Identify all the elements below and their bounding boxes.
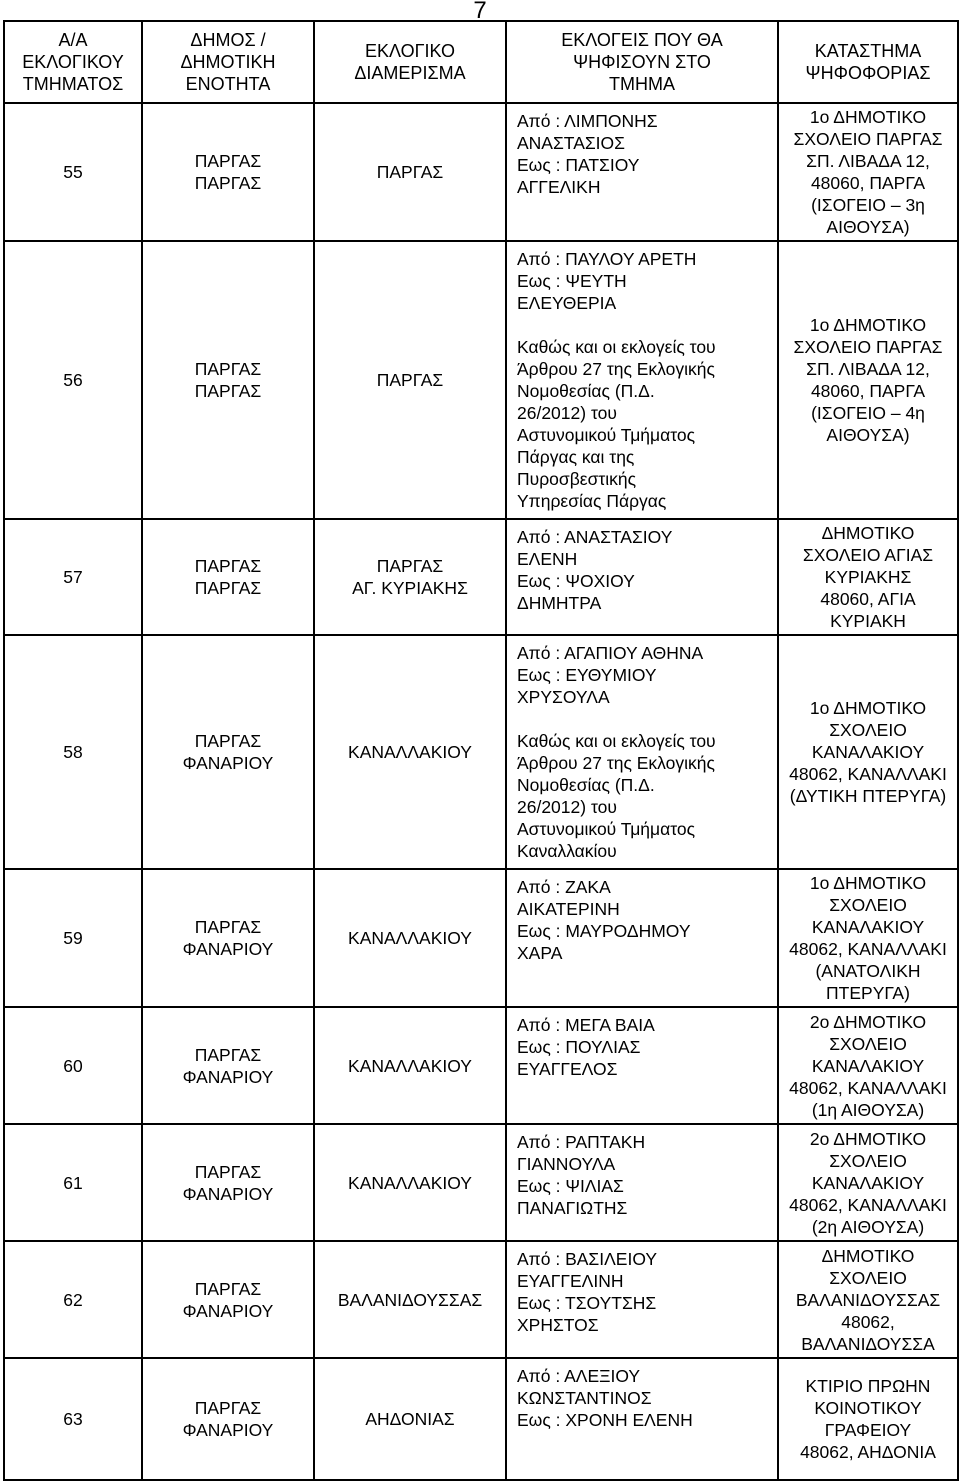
table-row xyxy=(4,1007,958,1124)
table-row xyxy=(4,1241,958,1358)
electoral-district-cell: ΠΑΡΓΑΣ xyxy=(314,241,506,519)
polling-station-cell: 1ο ΔΗΜΟΤΙΚΟ ΣΧΟΛΕΙΟ ΠΑΡΓΑΣ ΣΠ. ΛΙΒΑΔΑ 12, 48060, ΠΑΡΓΑ (ΙΣΟΓΕΙΟ – 4η ΑΙΘΟΥΣΑ) xyxy=(778,241,958,519)
municipality-cell: ΠΑΡΓΑΣ ΦΑΝΑΡΙΟΥ xyxy=(142,1124,314,1241)
polling-station-cell: ΔΗΜΟΤΙΚΟ ΣΧΟΛΕΙΟ ΒΑΛΑΝΙΔΟΥΣΣΑΣ 48062, ΒΑΛΑΝΙΔΟΥΣΣΑ xyxy=(778,1241,958,1358)
voters-cell xyxy=(506,869,778,1007)
section-number-cell: 57 xyxy=(4,519,142,635)
section-number-cell: 62 xyxy=(4,1241,142,1358)
polling-station-cell: 1ο ΔΗΜΟΤΙΚΟ ΣΧΟΛΕΙΟ ΚΑΝΑΛΑΚΙΟΥ 48062, ΚΑΝΑΛΛΑΚΙ (ΔΥΤΙΚΗ ΠΤΕΡΥΓΑ) xyxy=(778,635,958,869)
voters-range-text: Καθώς και οι εκλογείς του Άρθρου 27 της Εκλογικής Νομοθεσίας (Π.Δ. 26/2012) του Αστυνομικού Τμήματος Καναλλακίου xyxy=(517,731,716,861)
polling-station-cell: ΚΤΙΡΙΟ ΠΡΩΗΝ ΚΟΙΝΟΤΙΚΟΥ ΓΡΑΦΕΙΟΥ 48062, ΑΗΔΟΝΙΑ xyxy=(778,1358,958,1480)
header-municipality: ΔΗΜΟΣ / ΔΗΜΟΤΙΚΗ ΕΝΟΤΗΤΑ xyxy=(142,21,314,103)
polling-station-cell: 1ο ΔΗΜΟΤΙΚΟ ΣΧΟΛΕΙΟ ΠΑΡΓΑΣ ΣΠ. ΛΙΒΑΔΑ 12, 48060, ΠΑΡΓΑ (ΙΣΟΓΕΙΟ – 3η ΑΙΘΟΥΣΑ) xyxy=(778,103,958,241)
header-polling-station: ΚΑΤΑΣΤΗΜΑ ΨΗΦΟΦΟΡΙΑΣ xyxy=(778,21,958,103)
table-row xyxy=(4,869,958,1007)
table-row xyxy=(4,519,958,635)
electoral-district-cell: ΑΗΔΟΝΙΑΣ xyxy=(314,1358,506,1480)
municipality-cell: ΠΑΡΓΑΣ ΦΑΝΑΡΙΟΥ xyxy=(142,635,314,869)
voters-range-text: Από : ΑΛΕΞΙΟΥ ΚΩΝΣΤΑΝΤΙΝΟΣ Εως : ΧΡΟΝΗ ΕΛΕΝΗ xyxy=(517,1366,693,1430)
voters-range-text: Από : ΜΕΓΑ ΒΑΙΑ Εως : ΠΟΥΛΙΑΣ ΕΥΑΓΓΕΛΟΣ xyxy=(517,1015,655,1079)
voters-range-text: Από : ΑΝΑΣΤΑΣΙΟΥ ΕΛΕΝΗ Εως : ΨΟΧΙΟΥ ΔΗΜΗΤΡΑ xyxy=(517,527,673,613)
polling-station-cell: ΔΗΜΟΤΙΚΟ ΣΧΟΛΕΙΟ ΑΓΙΑΣ ΚΥΡΙΑΚΗΣ 48060, ΑΓΙΑ ΚΥΡΙΑΚΗ xyxy=(778,519,958,635)
polling-station-cell: 2ο ΔΗΜΟΤΙΚΟ ΣΧΟΛΕΙΟ ΚΑΝΑΛΑΚΙΟΥ 48062, ΚΑΝΑΛΛΑΚΙ (1η ΑΙΘΟΥΣΑ) xyxy=(778,1007,958,1124)
electoral-district-cell: ΒΑΛΑΝΙΔΟΥΣΣΑΣ xyxy=(314,1241,506,1358)
header-voters: ΕΚΛΟΓΕΙΣ ΠΟΥ ΘΑ ΨΗΦΙΣΟΥΝ ΣΤΟ ΤΜΗΜΑ xyxy=(506,21,778,103)
municipality-cell: ΠΑΡΓΑΣ ΠΑΡΓΑΣ xyxy=(142,103,314,241)
municipality-cell: ΠΑΡΓΑΣ ΦΑΝΑΡΙΟΥ xyxy=(142,1007,314,1124)
page-number: 7 xyxy=(473,0,487,24)
voters-cell xyxy=(506,241,778,519)
header-row xyxy=(4,21,958,103)
voters-cell xyxy=(506,1007,778,1124)
municipality-cell: ΠΑΡΓΑΣ ΦΑΝΑΡΙΟΥ xyxy=(142,1241,314,1358)
voters-range-text: Από : ΖΑΚΑ ΑΙΚΑΤΕΡΙΝΗ Εως : ΜΑΥΡΟΔΗΜΟΥ ΧΑΡΑ xyxy=(517,877,691,963)
section-number-cell: 63 xyxy=(4,1358,142,1480)
voters-range-text: Καθώς και οι εκλογείς του Άρθρου 27 της Εκλογικής Νομοθεσίας (Π.Δ. 26/2012) του Αστυνομικού Τμήματος Πάργας και της Πυροσβεστικής Υπηρεσίας Πάργας xyxy=(517,337,716,511)
voters-cell xyxy=(506,635,778,869)
section-number-cell: 56 xyxy=(4,241,142,519)
polling-station-cell: 2ο ΔΗΜΟΤΙΚΟ ΣΧΟΛΕΙΟ ΚΑΝΑΛΑΚΙΟΥ 48062, ΚΑΝΑΛΛΑΚΙ (2η ΑΙΘΟΥΣΑ) xyxy=(778,1124,958,1241)
electoral-district-cell: ΠΑΡΓΑΣ ΑΓ. ΚΥΡΙΑΚΗΣ xyxy=(314,519,506,635)
voters-range-text: Από : ΡΑΠΤΑΚΗ ΓΙΑΝΝΟΥΛΑ Εως : ΨΙΛΙΑΣ ΠΑΝΑΓΙΩΤΗΣ xyxy=(517,1132,646,1218)
voters-range-text: Από : ΛΙΜΠΟΝΗΣ ΑΝΑΣΤΑΣΙΟΣ Εως : ΠΑΤΣΙΟΥ ΑΓΓΕΛΙΚΗ xyxy=(517,111,658,197)
table-row xyxy=(4,241,958,519)
table-row xyxy=(4,635,958,869)
section-number-cell: 58 xyxy=(4,635,142,869)
voters-range-text: Από : ΒΑΣΙΛΕΙΟΥ ΕΥΑΓΓΕΛΙΝΗ Εως : ΤΣΟΥΤΣΗΣ ΧΡΗΣΤΟΣ xyxy=(517,1249,658,1335)
voters-cell xyxy=(506,1241,778,1358)
polling-stations-table xyxy=(3,20,959,1481)
header-electoral-district: ΕΚΛΟΓΙΚΟ ΔΙΑΜΕΡΙΣΜΑ xyxy=(314,21,506,103)
voters-cell xyxy=(506,103,778,241)
voters-range-text: Από : ΠΑΥΛΟΥ ΑΡΕΤΗ Εως : ΨΕΥΤΗ ΕΛΕΥΘΕΡΙΑ xyxy=(517,249,697,313)
municipality-cell: ΠΑΡΓΑΣ ΦΑΝΑΡΙΟΥ xyxy=(142,869,314,1007)
electoral-district-cell: ΚΑΝΑΛΛΑΚΙΟΥ xyxy=(314,869,506,1007)
voters-range-text: Από : ΑΓΑΠΙΟΥ ΑΘΗΝΑ Εως : ΕΥΘΥΜΙΟΥ ΧΡΥΣΟΥΛΑ xyxy=(517,643,704,707)
header-section-number: Α/Α ΕΚΛΟΓΙΚΟΥ ΤΜΗΜΑΤΟΣ xyxy=(4,21,142,103)
table-row xyxy=(4,103,958,241)
municipality-cell: ΠΑΡΓΑΣ ΦΑΝΑΡΙΟΥ xyxy=(142,1358,314,1480)
municipality-cell: ΠΑΡΓΑΣ ΠΑΡΓΑΣ xyxy=(142,519,314,635)
electoral-district-cell: ΚΑΝΑΛΛΑΚΙΟΥ xyxy=(314,635,506,869)
voters-cell xyxy=(506,1124,778,1241)
table-row xyxy=(4,1124,958,1241)
electoral-district-cell: ΚΑΝΑΛΛΑΚΙΟΥ xyxy=(314,1124,506,1241)
municipality-cell: ΠΑΡΓΑΣ ΠΑΡΓΑΣ xyxy=(142,241,314,519)
electoral-district-cell: ΚΑΝΑΛΛΑΚΙΟΥ xyxy=(314,1007,506,1124)
voters-cell xyxy=(506,1358,778,1480)
section-number-cell: 60 xyxy=(4,1007,142,1124)
section-number-cell: 55 xyxy=(4,103,142,241)
section-number-cell: 61 xyxy=(4,1124,142,1241)
electoral-district-cell: ΠΑΡΓΑΣ xyxy=(314,103,506,241)
section-number-cell: 59 xyxy=(4,869,142,1007)
voters-cell xyxy=(506,519,778,635)
polling-station-cell: 1ο ΔΗΜΟΤΙΚΟ ΣΧΟΛΕΙΟ ΚΑΝΑΛΑΚΙΟΥ 48062, ΚΑΝΑΛΛΑΚΙ (ΑΝΑΤΟΛΙΚΗ ΠΤΕΡΥΓΑ) xyxy=(778,869,958,1007)
table-row xyxy=(4,1358,958,1480)
